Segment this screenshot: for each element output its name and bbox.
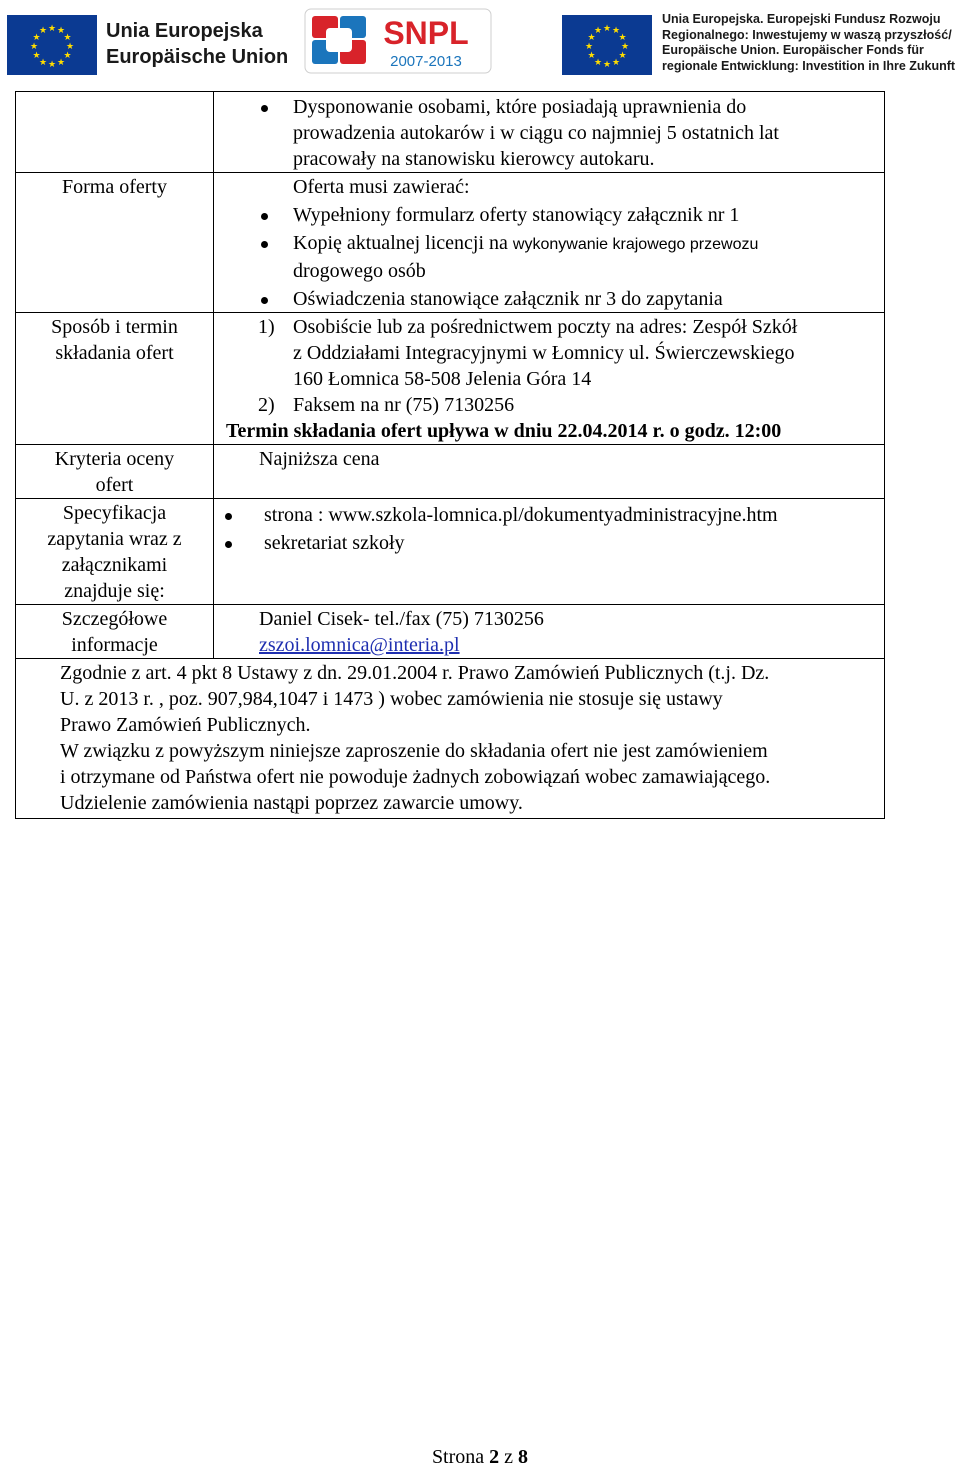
svg-text:★: ★: [38, 58, 48, 68]
svg-text:★: ★: [47, 24, 57, 34]
footer-prefix: Strona: [431, 1446, 490, 1468]
numbered-item-cont: z Oddziałami Integracyjnymi w Łomnicy ul. Świerczewskiego: [293, 342, 795, 364]
svg-text:★: ★: [587, 33, 596, 43]
footer-total-pages: 8: [518, 1446, 529, 1468]
list-item-text: Kopię aktualnej licencji na: [293, 232, 513, 254]
row3-content: [214, 313, 885, 445]
svg-text:★: ★: [32, 51, 41, 61]
svg-text:★: ★: [63, 33, 72, 43]
svg-text:★: ★: [593, 26, 603, 36]
eu-right-caption: [662, 12, 955, 74]
svg-text:★: ★: [587, 51, 596, 61]
offer-info-table: [15, 91, 885, 819]
list-item-text-sans: wykonywanie krajowego przewozu: [512, 236, 759, 253]
svg-text:★: ★: [56, 26, 66, 36]
svg-text:★: ★: [618, 33, 627, 43]
list-item: Wypełniony formularz oferty stanowiący załącznik nr 1: [17, 202, 884, 228]
table-row: [16, 605, 885, 659]
table-row: [16, 659, 885, 819]
numbered-item-text: Faksem na nr (75) 7130256: [293, 394, 515, 416]
numbered-item-cont: 160 Łomnica 58-508 Jelenia Góra 14: [293, 368, 592, 390]
table-row: [16, 499, 885, 605]
row5-label-line: Specyfikacja: [62, 502, 167, 524]
svg-text:★: ★: [38, 26, 48, 36]
row6-content: [214, 605, 885, 659]
list-item: [17, 230, 884, 258]
eu-right-line3: Europäische Union. Europäischer Fonds für: [662, 43, 924, 57]
list-item-cont: drogowego osób: [293, 260, 426, 282]
offer-intro: Oferta musi zawierać:: [293, 176, 470, 198]
legal-line: i otrzymane od Państwa ofert nie powoduje żadnych zobowiązań wobec zamawiającego.: [60, 766, 771, 788]
numbered-item: [17, 392, 884, 418]
list-item-cont: pracowały na stanowisku kierowcy autokaru.: [293, 148, 655, 170]
svg-text:★: ★: [63, 51, 72, 61]
contact-text: Daniel Cisek- tel./fax (75) 7130256: [259, 608, 544, 630]
eu-flag-icon: [7, 15, 97, 75]
eu-left-line2: Europäische Union: [106, 46, 289, 68]
legal-line: U. z 2013 r. , poz. 907,984,1047 i 1473 ) wobec zamówienia nie stosuje się ustawy: [60, 688, 723, 710]
row4-label-line: ofert: [95, 474, 134, 496]
row1-content: [214, 92, 885, 173]
snpl-title: SNPL: [383, 15, 469, 51]
email-link[interactable]: zszoi.lomnica@interia.pl: [259, 634, 460, 656]
svg-text:★: ★: [602, 60, 612, 70]
row5-label-line: zapytania wraz z: [47, 528, 182, 550]
item-number: 2): [258, 394, 275, 416]
table-row: [16, 92, 885, 173]
list-item: Oświadczenia stanowiące załącznik nr 3 do zapytania: [17, 286, 884, 312]
numbered-item: [17, 314, 884, 340]
list-item: Dysponowanie osobami, które posiadają uprawnienia do: [17, 94, 884, 120]
legal-line: Udzielenie zamówienia nastąpi poprzez zawarcie umowy.: [60, 792, 523, 814]
eu-flag-icon: [562, 15, 652, 75]
row4-label-line: Kryteria oceny: [54, 448, 175, 470]
eu-right-line1: Unia Europejska. Europejski Fundusz Rozwoju: [662, 12, 941, 26]
table-row: [16, 445, 885, 499]
eu-right-line4: regionale Entwicklung: Investition in Ihre Zukunft: [662, 58, 956, 73]
list-item: strona : www.szkola-lomnica.pl/dokumentyadministracyjne.htm: [17, 502, 884, 528]
row3-label-line: Sposób i termin: [51, 316, 178, 338]
legal-line: Zgodnie z art. 4 pkt 8 Ustawy z dn. 29.01.2004 r. Prawo Zamówień Publicznych (t.j. Dz.: [60, 662, 770, 684]
row5-label-line: załącznikami: [61, 554, 168, 576]
footer-mid: z: [499, 1446, 519, 1468]
numbered-item-text: Osobiście lub za pośrednictwem poczty na adres: Zespół Szkół: [293, 316, 798, 338]
criteria-value: Najniższa cena: [259, 448, 380, 470]
table-row: [16, 173, 885, 313]
svg-text:★: ★: [620, 42, 630, 52]
row5-content: [214, 499, 885, 605]
svg-text:★: ★: [584, 42, 594, 52]
svg-text:★: ★: [65, 42, 75, 52]
svg-text:★: ★: [56, 58, 66, 68]
svg-text:★: ★: [611, 26, 621, 36]
svg-text:★: ★: [611, 58, 621, 68]
table-row: [16, 313, 885, 445]
row6-label-line: informacje: [71, 634, 158, 656]
snpl-years: 2007-2013: [390, 53, 462, 70]
list-item-cont: prowadzenia autokarów i w ciągu co najmniej 5 ostatnich lat: [293, 122, 779, 144]
eu-left-line1: Unia Europejska: [106, 20, 263, 42]
header-logos: [0, 6, 960, 78]
footer-page-number: 2: [489, 1446, 500, 1468]
svg-text:★: ★: [618, 51, 627, 61]
eu-right-line2: Regionalnego: Inwestujemy w waszą przyszłość/: [662, 27, 952, 42]
legal-line: W związku z powyższym niniejsze zaproszenie do składania ofert nie jest zamówieniem: [60, 740, 768, 762]
svg-text:★: ★: [29, 42, 39, 52]
snpl-logo: [304, 8, 492, 74]
list-item: sekretariat szkoły: [17, 530, 884, 556]
row3-label-line: składania ofert: [55, 342, 174, 364]
row6-label-line: Szczegółowe: [61, 608, 168, 630]
svg-text:★: ★: [593, 58, 603, 68]
row2-content: [214, 173, 885, 313]
svg-text:★: ★: [32, 33, 41, 43]
legal-line: Prawo Zamówień Publicznych.: [60, 714, 311, 736]
row2-label: Forma oferty: [16, 173, 214, 313]
item-number: 1): [258, 316, 275, 338]
deadline-text: Termin składania ofert upływa w dniu 22.04.2014 r. o godz. 12:00: [226, 420, 782, 442]
svg-text:★: ★: [47, 60, 57, 70]
legal-note: [16, 659, 885, 819]
row4-content: [214, 445, 885, 499]
eu-left-caption: [106, 18, 288, 70]
svg-text:★: ★: [602, 24, 612, 34]
page-footer: [0, 1446, 960, 1469]
row5-label-line: znajduje się:: [64, 580, 165, 602]
